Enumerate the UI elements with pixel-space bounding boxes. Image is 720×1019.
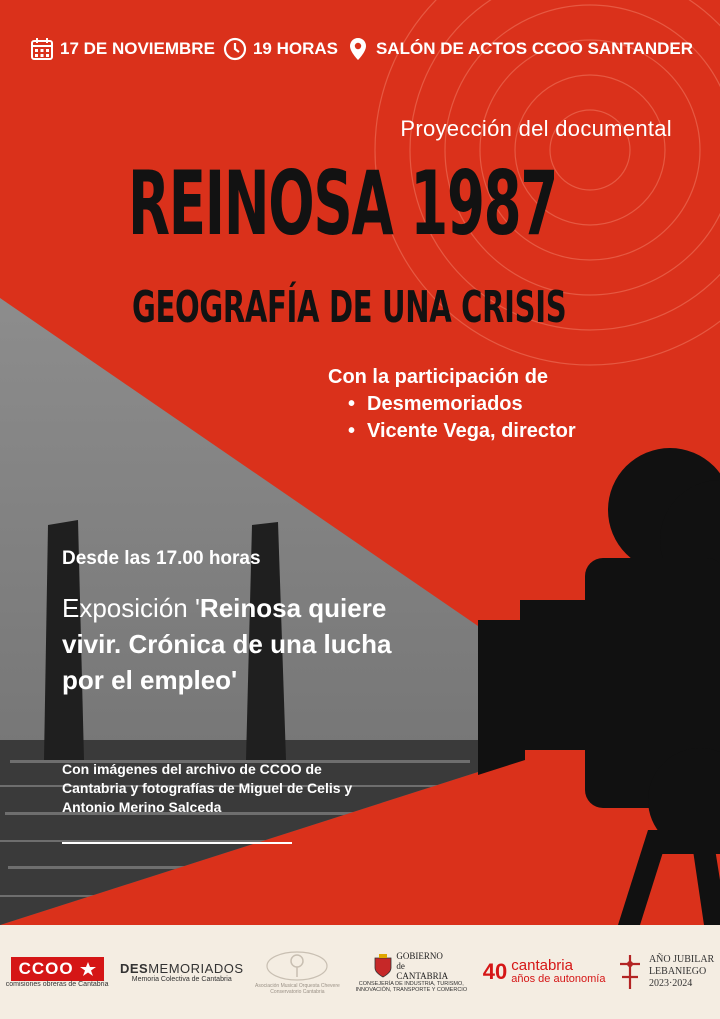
- participation-heading: Con la participación de: [328, 366, 549, 388]
- gobierno-name: [396, 951, 448, 981]
- desmemoriados-name-rest: MEMORIADOS: [148, 961, 244, 976]
- gobierno-l2: de: [396, 961, 405, 971]
- exhibition-time: Desde las 17.00 horas: [62, 548, 261, 569]
- clock-icon: [223, 37, 247, 61]
- jubilar-text: [649, 954, 714, 990]
- star-icon: [80, 962, 96, 976]
- asociacion-logo: [255, 949, 340, 995]
- cross-icon: [617, 955, 643, 989]
- gobierno-dept: CONSEJERÍA DE INDUSTRIA, TURISMO, INNOVACIÓN, TRANSPORTE Y COMERCIO: [355, 981, 468, 993]
- exhibition-credits: Con imágenes del archivo de CCOO de Cantabria y fotografías de Miguel de Celis y Antonio Merino Salceda: [62, 761, 353, 815]
- cantabria-40-sub: años de autonomía: [511, 973, 606, 985]
- exhibition-name: Reinosa quiere vivir. Crónica de una lucha por el empleo': [62, 593, 392, 695]
- ccoo-logo-mark: [11, 957, 104, 981]
- film-intro: Proyección del documental: [400, 116, 672, 141]
- cantabria-40-mark: [483, 959, 606, 985]
- date-info: [30, 37, 215, 61]
- event-venue: SALÓN DE ACTOS CCOO SANTANDER: [375, 39, 694, 58]
- divider-line: [62, 842, 292, 844]
- participant-item: • Vicente Vega, director: [348, 418, 576, 445]
- gobierno-cantabria-logo: [351, 951, 471, 993]
- exhibition-prefix: Exposición ': [62, 593, 200, 623]
- time-info: [223, 37, 338, 61]
- cantabria-40-name: cantabria: [511, 957, 573, 974]
- desmemoriados-sub: Memoria Colectiva de Cantabria: [131, 976, 232, 983]
- gobierno-header: [374, 951, 448, 981]
- gobierno-l1: GOBIERNO: [396, 951, 443, 961]
- desmemoriados-logo: [120, 961, 244, 983]
- calendar-icon: [30, 37, 54, 61]
- jubilar-l2: LEBANIEGO: [648, 966, 707, 977]
- location-pin-icon: [346, 37, 370, 61]
- participant-item: • Desmemoriados: [348, 391, 576, 418]
- coat-of-arms-icon: [374, 954, 392, 978]
- ccoo-name: CCOO: [18, 958, 74, 978]
- film-camera-silhouette: [478, 448, 720, 925]
- film-subtitle: GEOGRAFÍA DE UNA CRISIS: [132, 282, 567, 333]
- ccoo-sub: comisiones obreras de Cantabria: [5, 980, 109, 988]
- jubilar-logo: [617, 954, 714, 990]
- exhibition-title: [62, 590, 392, 698]
- cantabria-40-num: 40: [482, 959, 508, 984]
- cantabria-40-logo: [483, 959, 606, 985]
- participation-block: [328, 364, 576, 445]
- desmemoriados-name-bold: DES: [119, 961, 149, 976]
- venue-info: [346, 37, 693, 61]
- jubilar-mark: [617, 954, 714, 990]
- event-date: 17 DE NOVIEMBRE: [60, 39, 215, 58]
- asociacion-emblem: [262, 949, 332, 983]
- asociacion-line1: Asociación Musical Orquesta Chevere: [255, 983, 340, 989]
- asociacion-line2: Conservatorio Cantabria: [270, 989, 325, 995]
- sponsor-footer: [0, 925, 720, 1019]
- gobierno-l3: CANTABRIA: [396, 971, 449, 981]
- film-title: REINOSA 1987: [128, 152, 558, 255]
- event-time: 19 HORAS: [252, 39, 338, 58]
- jubilar-l3: 2023·2024: [648, 978, 693, 989]
- participant-list: [328, 391, 576, 445]
- event-info-bar: [30, 36, 701, 62]
- jubilar-l1: AÑO JUBILAR: [648, 954, 715, 965]
- ccoo-logo: [6, 957, 109, 988]
- desmemoriados-name: [120, 961, 244, 976]
